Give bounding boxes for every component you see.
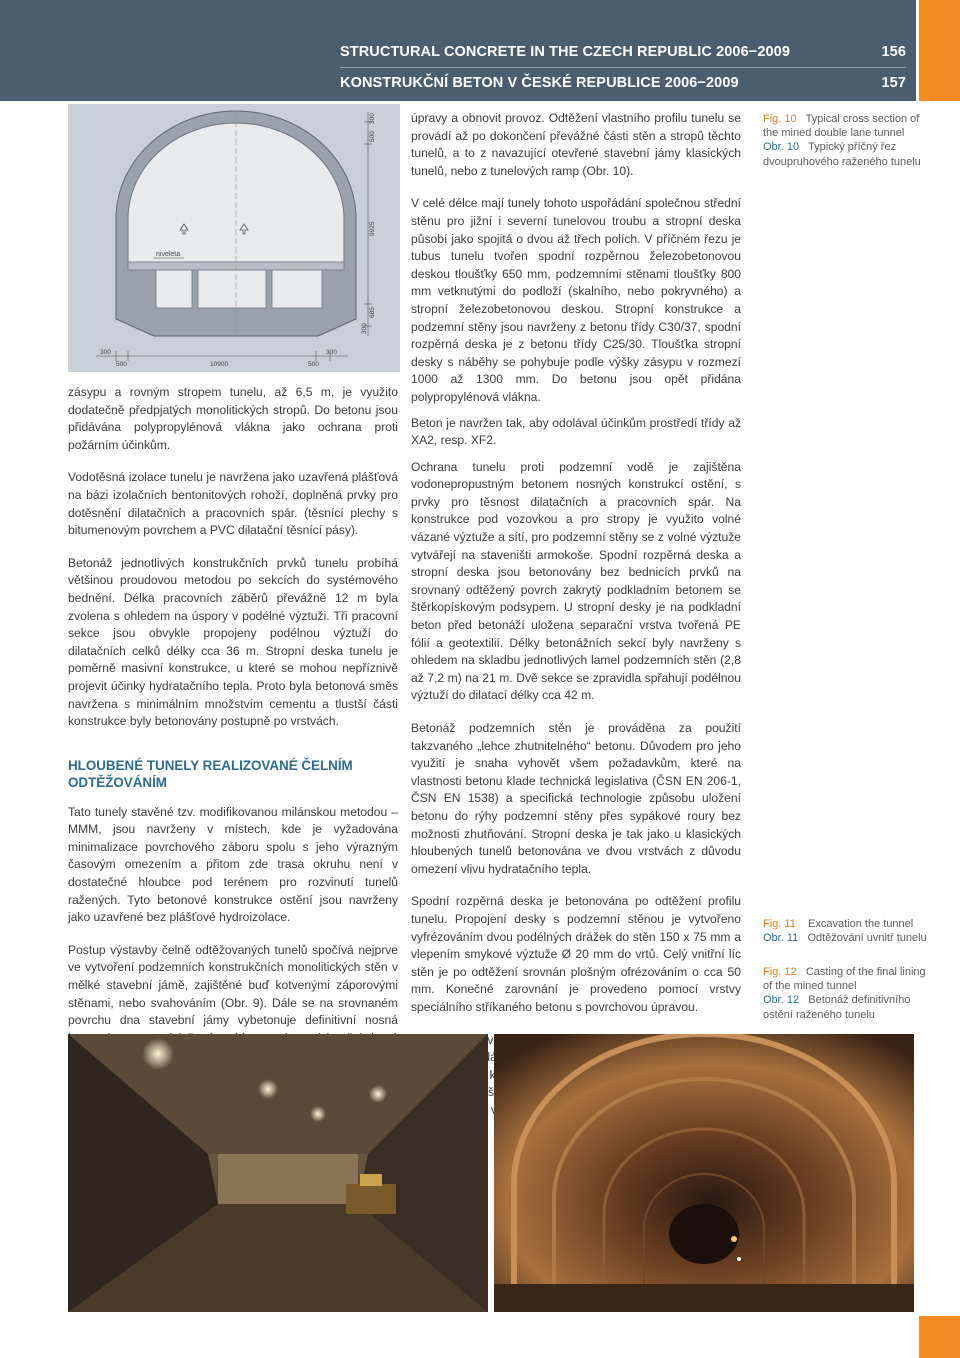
dim-bottom-500-right: 500	[308, 361, 319, 368]
lower-chamber-right	[272, 270, 322, 308]
dim-bottom-10900: 10900	[210, 361, 229, 368]
caption-fig-12	[763, 965, 933, 1022]
orange-tab-top	[919, 0, 960, 101]
header-line2: KONSTRUKČNÍ BETON V ČESKÉ REPUBLICE 2006−2009	[340, 75, 739, 91]
caption-text-cz: Typický příčný řez dvoupruhového raženého tunelu	[763, 141, 921, 168]
column-middle	[411, 110, 741, 1134]
caption-text-en: Typical cross section of the mined double lane tunnel	[763, 113, 920, 140]
header-title-en	[340, 44, 906, 60]
paragraph: Tato tunely stavěné tzv. modifikovanou milánskou metodou – MMM, jsou navrženy v místech, kde je vyžadována minimalizace povrchového záboru spolu s jeho výrazným časovým omezením a přitom zde trasa okruhu není v dostatečné hloubce pod terénem pro rozvinutí tunelů ražených. Tyto betonové konstrukce ostění jsou navrženy jako uzavřené bez plášťové hydroizolace.	[68, 804, 398, 925]
caption-number: Obr. 11	[763, 932, 799, 945]
orange-tab-bottom	[919, 1316, 960, 1358]
figure-10-cross-section	[68, 104, 400, 372]
paragraph: zásypu a rovným stropem tunelu, až 6,5 m, je využito dodatečně předpjatých monolitických stropů. Do betonu jsou přidávána polypropylénová vlákna jako ochrana proti požárním účinkům.	[68, 385, 398, 452]
header-title-cz	[340, 75, 906, 91]
caption-number: Fig. 11	[763, 918, 796, 930]
page-number-157: 157	[881, 75, 906, 91]
paragraph: Postup výstavby čelně odtěžovaných tunelů spočívá nejprve ve vytvoření podzemních konstrukčních monolitických stěn v mělké stavební jámě, zajištěné buď kotvenými záporovými stěnami, nebo svahováním (Obr. 9). Dále se na srovnaném povrchu dna stavební jámy vybetonuje definitivní nosná	[68, 942, 398, 1028]
header-line1: STRUCTURAL CONCRETE IN THE CZECH REPUBLIC 2006−2009	[340, 44, 790, 60]
paragraph: úpravy a obnovit provoz. Odtěžení vlastního profilu tunelu se provádí až po dokončení převážné části stěn a stropů těchto tunelů, a to z navazující otevřené stavební jámy klasických tunelů, nebo z tunelových ramp (Obr. 10).	[411, 111, 741, 178]
caption-text-en: Casting of the final lining of the mined tunnel	[763, 966, 926, 993]
paragraph: sedání zlepšenou	[465, 1050, 521, 1100]
caption-number: Fig. 12	[763, 966, 797, 978]
section-heading: HLOUBENÉ TUNELY REALIZOVANÉ ČELNÍM ODTĚŽOVÁNÍM	[68, 757, 353, 790]
dim-bottom-300-right: 300	[326, 349, 337, 356]
dim-bottom-300-left: 300	[100, 349, 111, 356]
paragraph: Ochrana tunelu proti podzemní vodě je zajištěna vodonepropustným betonem nosných konstrukcí ostění, s prvky pro těsnost dilatačních a pracovních spár. Na konstrukce pod vozovkou a pro stropy je využito volné vázané výztuže a sítí, pro podzemní stěny se z volné výztuže vytvářejí na staveništi armokoše. Spodní rozpěrná deska a stropní deska jsou betonovány bez bednicích prvků na srovnaný odtěžený povrch zakrytý podkladním betonem se štěrkopískovým podsypem. U stropní desky je na podkladní beton před betonáží uložena separační vrstva tvořená PE fólií a geotextilií. Délky betonážních sekcí byly navrženy s ohledem na skladbu jednotlivých lamel podzemních stěn (2,8 až 7,2 m) na 21 m. Dvě sekce se zpravidla spřahují podélnou výztuží do dilatací délky cca 42 m.	[411, 459, 741, 703]
caption-fig-10	[763, 112, 933, 169]
caption-number: Obr. 12	[763, 994, 800, 1007]
dim-300-right: 300	[361, 323, 368, 334]
paragraph: Vodotěsná izolace tunelu je navržena jako uzavřená plášťová na bázi izolačních bentonitových rohoží, doplněná prvky pro dotěsnění dilatačních a pracovních spár. (těsnící plechy s bitumenovým povrchem a PVC dilatační těsnící pásy).	[68, 470, 398, 538]
paragraph: Betonáž podzemních stěn je prováděna za použití takzvaného „lehce zhutnitelného“ betonu. Důvodem pro jeho využití je snaha vyhovět všem požadavkům, které na vlastnosti betonu klade technická legislativa (ČSN EN 206-1, ČSN EN 1538) a specifická technologie způsobu uložení betonu do rýhy podzemní stěny přes sypákové roury bez možnosti zhutňování. Stropní deska je tak jako u klasických hloubených tunelů betonována ve dvou vrstvách z důvodu omezení vlivu hydratačního tepla.	[411, 721, 741, 876]
page-header	[0, 0, 916, 101]
paragraph: Beton je navržen tak, aby odolával účinkům prostředí třídy až XA2, resp. XF2.	[411, 415, 741, 448]
label-niveleta: niveleta	[156, 251, 181, 258]
dim-300-top: 300	[369, 113, 376, 124]
dim-500: 500	[369, 131, 376, 142]
caption-text-cz: Odtěžování uvnitř tunelu	[807, 932, 927, 945]
lower-chamber-left	[156, 270, 192, 308]
paragraph: Spodní rozpěrná deska je betonována po odtěžení profilu tunelu. Propojení desky s podzemní stěnou je vytvořeno vyfrézováním dvou podélných drážek do stěn 150 x 75 mm a vlepením smykové výztuže Ø 20 mm do vrtů. Celý vnitřní líc stěn je po odtěžení srovnán plošným ofrézováním o cca 50 mm. Konečné zarovnání je provedeno pomocí vrstvy speciálního stříkaného betonu s povrchovou úpravou.	[411, 894, 741, 1014]
paragraph: Betonáž jednotlivých konstrukčních prvků tunelu probíhá většinou proudovou metodou po sekcích do systémového bednění. Délka pracovních záběrů převážně 12 m byla zvolena s ohledem na úspory v podélné výztuži. Tři pracovní sekce jsou obvykle propojeny podélnou výztuží do dilatačních celků délky cca 36 m. Stropní deska tunelu je poměrně masivní konstrukce, u které se mohou nepříznivě projevit účinky hydratačního tepla. Proto byla betonová směs navržena s minimálním množstvím cementu a tlustší části konstrukce byly betonovány postupně po vrstvách.	[68, 555, 398, 729]
lower-chamber-middle	[198, 270, 266, 308]
photo-excavation-tunnel	[68, 1034, 488, 1312]
header-divider	[340, 67, 906, 68]
photo-casting-lining	[494, 1034, 914, 1312]
caption-text-cz: Betonáž definitivního ostění raženého tunelu	[763, 994, 911, 1021]
photo-excavation-image	[68, 1034, 488, 1312]
column-left	[68, 384, 398, 1098]
caption-number: Fig. 10	[763, 113, 797, 125]
caption-fig-11	[763, 917, 933, 945]
page-number-156: 156	[881, 44, 906, 60]
photo-casting-image	[494, 1034, 914, 1312]
paragraph: V celé délce mají tunely tohoto uspořádání společnou střední stěnu pro jižní i severní tunelovou troubu a stropní deska působí jako spojitá o dvou až třech polích. V příčném řezu je tubus tunelu tvořen spodní rozpěrnou železobetonovou deskou tloušťky 650 mm, podzemními stěnami tloušťky 800 mm vetknutými do podloží (skalního, nebo pokryvného) a stropní železobetonovou deskou. Stropní konstrukce a podzemní stěny jsou navrženy z betonu třídy C30/37, spodní rozpěrná deska je z betonu třídy C25/30. Tloušťka stropní desky s náběhy se pohybuje podle výšky zásypu v rozmezí 1000 až 1300 mm. Do betonu jsou opět přidána polypropylénová vlákna.	[411, 196, 741, 404]
dim-685: 685	[369, 307, 376, 318]
dim-bottom-500-left: 500	[116, 361, 127, 368]
caption-text-en: Excavation the tunnel	[808, 918, 914, 930]
tunnel-drawing	[68, 104, 400, 372]
dim-9925: 9925	[369, 221, 376, 236]
caption-number: Obr. 10	[763, 141, 800, 154]
